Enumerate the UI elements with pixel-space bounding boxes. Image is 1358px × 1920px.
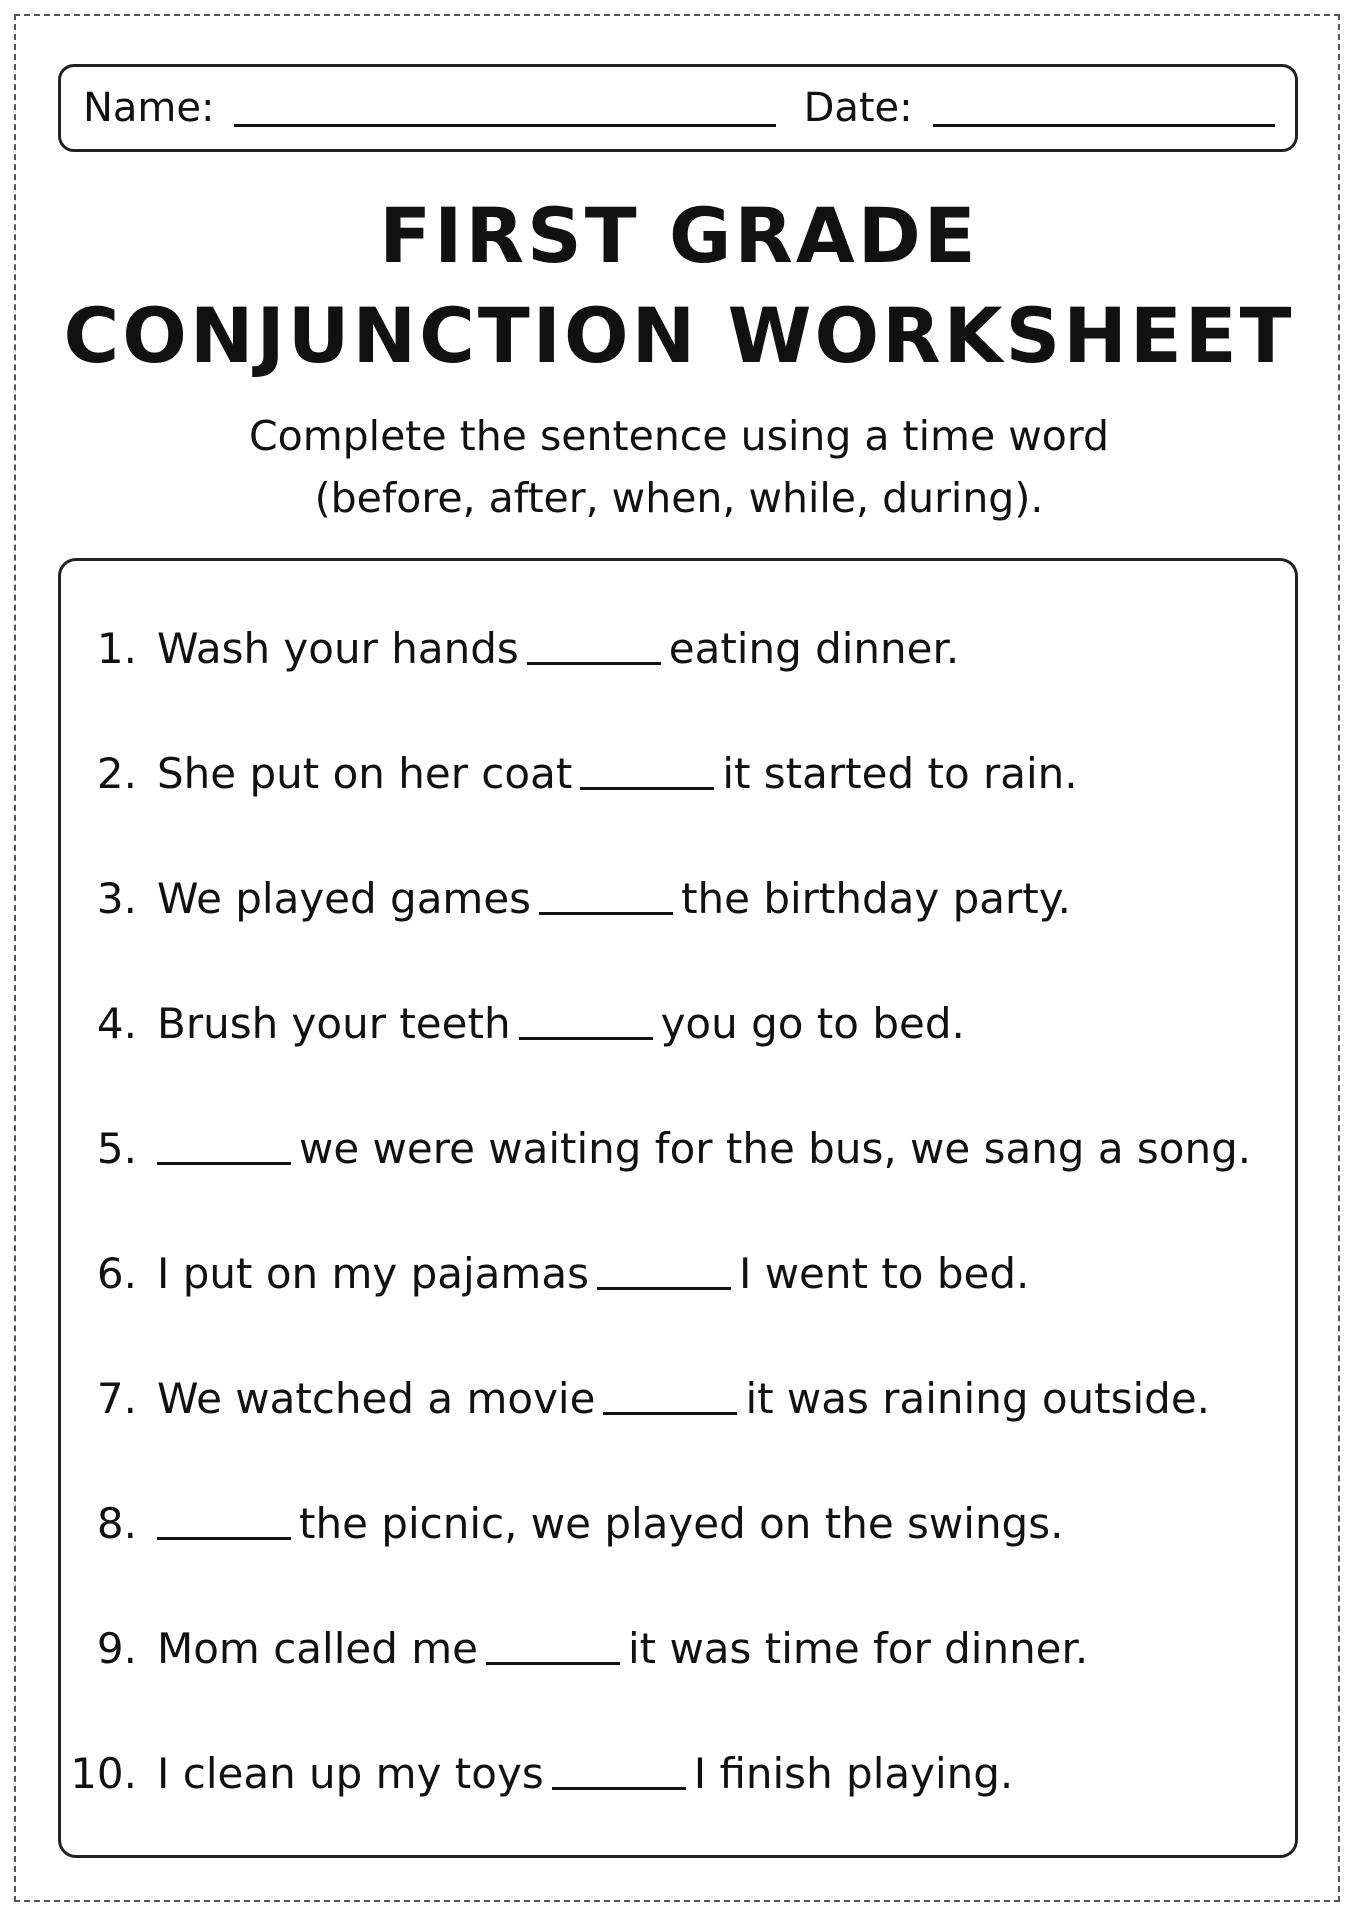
question-item: [61, 1363, 1295, 1423]
question-text-after: I went to bed.: [738, 1249, 1030, 1298]
question-text-before: I clean up my toys: [157, 1749, 544, 1798]
question-item: [61, 863, 1295, 923]
answer-blank[interactable]: [486, 1660, 620, 1665]
question-text-before: We played games: [157, 874, 532, 923]
question-text-after: it was raining outside.: [745, 1374, 1211, 1423]
answer-blank[interactable]: [552, 1785, 686, 1790]
question-number: 7.: [96, 1374, 137, 1423]
name-date-box: [58, 64, 1298, 152]
question-text-after: the picnic, we played on the swings.: [299, 1499, 1064, 1548]
question-number: 3.: [96, 874, 137, 923]
name-label: Name:: [83, 85, 215, 131]
instructions: [0, 405, 1358, 529]
question-text-after: I finish playing.: [693, 1749, 1014, 1798]
question-text-after: you go to bed.: [660, 999, 965, 1048]
question-text-before: She put on her coat: [157, 749, 573, 798]
instructions-line-1: Complete the sentence using a time word: [249, 412, 1109, 460]
question-item: [61, 988, 1295, 1048]
answer-blank[interactable]: [157, 1535, 291, 1540]
question-text-before: Brush your teeth: [157, 999, 511, 1048]
question-number: 6.: [96, 1249, 137, 1298]
name-field[interactable]: [234, 94, 775, 127]
answer-blank[interactable]: [597, 1285, 731, 1290]
question-text-before: Mom called me: [157, 1624, 478, 1673]
question-text-before: I put on my pajamas: [157, 1249, 589, 1298]
question-text-before: We watched a movie: [157, 1374, 596, 1423]
answer-blank[interactable]: [580, 785, 714, 790]
question-item: [61, 613, 1295, 673]
question-number: 9.: [96, 1624, 137, 1673]
worksheet-title-line-2: CONJUNCTION WORKSHEET: [63, 291, 1295, 380]
questions-box: [58, 558, 1298, 1858]
answer-blank[interactable]: [527, 660, 661, 665]
question-item: [61, 1488, 1295, 1548]
question-item: [61, 1113, 1295, 1173]
question-text-after: it started to rain.: [722, 749, 1078, 798]
answer-blank[interactable]: [603, 1410, 737, 1415]
question-number: 10.: [70, 1749, 137, 1798]
answer-blank[interactable]: [519, 1035, 653, 1040]
question-number: 8.: [96, 1499, 137, 1548]
date-label: Date:: [803, 85, 913, 131]
question-number: 4.: [96, 999, 137, 1048]
question-text-after: the birthday party.: [681, 874, 1071, 923]
instructions-line-2: (before, after, when, while, during).: [314, 474, 1044, 522]
question-number: 2.: [96, 749, 137, 798]
question-text-after: it was time for dinner.: [627, 1624, 1089, 1673]
date-field[interactable]: [933, 94, 1275, 127]
question-text-before: Wash your hands: [157, 624, 519, 673]
question-item: [61, 1738, 1295, 1798]
question-text-after: we were waiting for the bus, we sang a song.: [299, 1124, 1252, 1173]
question-text-after: eating dinner.: [668, 624, 960, 673]
answer-blank[interactable]: [539, 910, 673, 915]
question-item: [61, 738, 1295, 798]
question-number: 5.: [96, 1124, 137, 1173]
question-item: [61, 1238, 1295, 1298]
worksheet-title-line-1: FIRST GRADE: [379, 191, 979, 280]
question-item: [61, 1613, 1295, 1673]
question-number: 1.: [96, 624, 137, 673]
answer-blank[interactable]: [157, 1160, 291, 1165]
